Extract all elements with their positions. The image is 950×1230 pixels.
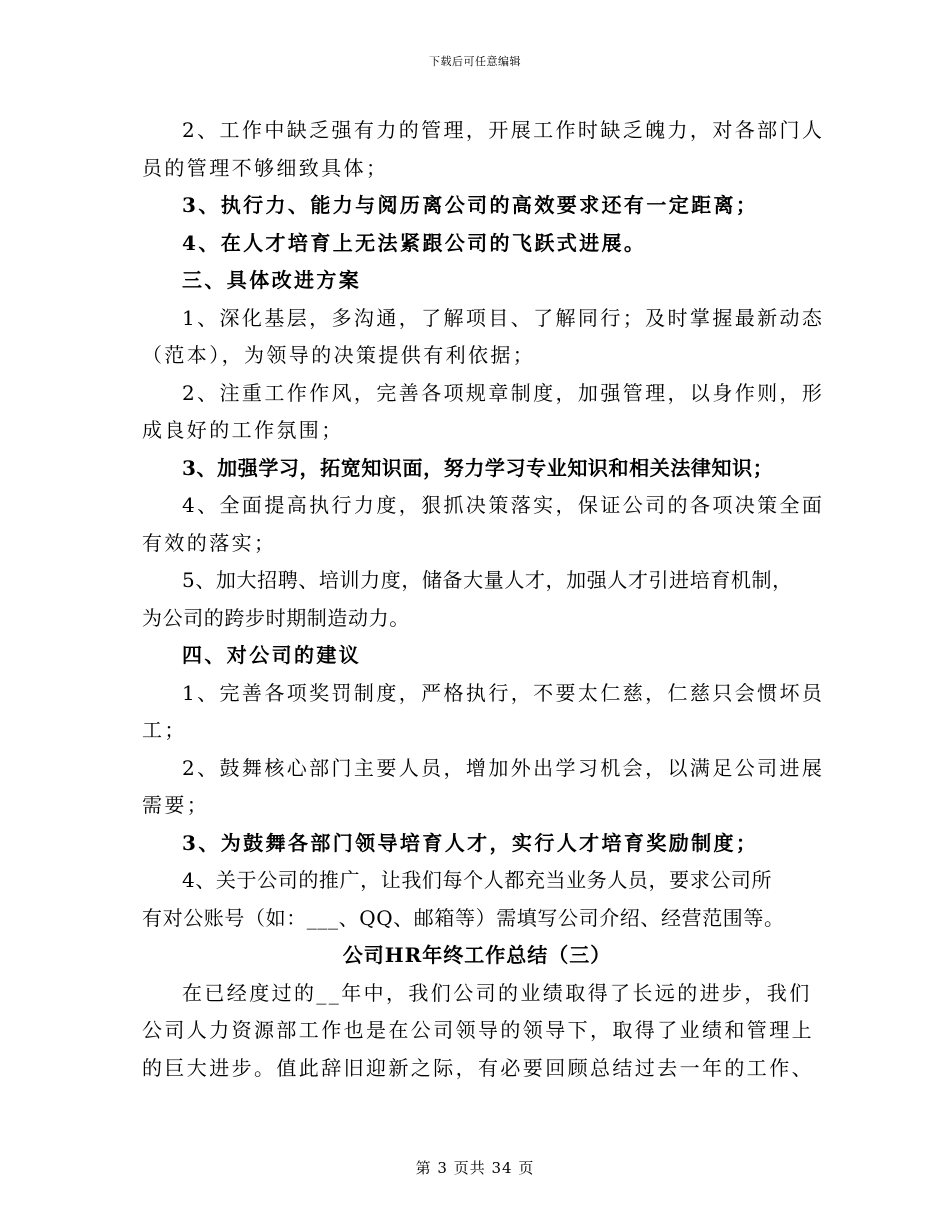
paragraph-summary-intro: 在已经度过的__年中，我们公司的业绩取得了长远的进步，我们 公司人力资源部工作也是在公司领导的领导下，取得了业绩和管理上 的巨大进步。值此辞旧迎新之际，有必要回顾总结过去一年的工作、 (142, 980, 814, 1080)
paragraph-weakness-2: 2、工作中缺乏强有力的管理，开展工作时缺乏魄力，对各部门人 员的管理不够细致具体； (142, 118, 825, 180)
document-section-title: 公司HR年终工作总结（三） (342, 943, 612, 967)
paragraph-plan-1: 1、深化基层，多沟通，了解项目、了解同行；及时掌握最新动态 （范本），为领导的决策提供有利依据； (142, 305, 825, 367)
document-body (142, 112, 825, 1087)
paragraph-suggestion-2: 2、鼓舞核心部门主要人员，增加外出学习机会，以满足公司进展 需要； (142, 755, 825, 817)
paragraph-plan-2: 2、注重工作作风，完善各项规章制度，加强管理，以身作则，形 成良好的工作氛围； (142, 380, 825, 442)
paragraph-suggestion-1: 1、完善各项奖罚制度，严格执行，不要太仁慈，仁慈只会惯坏员 工； (142, 680, 825, 742)
section-heading-suggestions: 四、对公司的建议 (182, 643, 362, 667)
section-heading-improvement-plan: 三、具体改进方案 (182, 268, 362, 292)
paragraph-plan-3: 3、加强学习，拓宽知识面，努力学习专业知识和相关法律知识； (182, 455, 774, 480)
page-header: 下载后可任意编辑 (429, 55, 521, 68)
page-number-footer: 第 3 页共 34 页 (415, 1159, 535, 1177)
paragraph-weakness-4: 4、在人才培育上无法紧跟公司的飞跃式进展。 (182, 230, 647, 255)
paragraph-suggestion-4: 4、关于公司的推广，让我们每个人都充当业务人员，要求公司所 有对公账号（如：___、QQ、邮箱等）需填写公司介绍、经营范围等。 (142, 868, 785, 930)
paragraph-suggestion-3: 3、为鼓舞各部门领导培育人才，实行人才培育奖励制度； (182, 830, 759, 855)
paragraph-plan-5: 5、加大招聘、培训力度，储备大量人才，加强人才引进培育机制， 为公司的跨步时期制造动力。 (142, 568, 793, 630)
paragraph-weakness-3: 3、执行力、能力与阅历离公司的高效要求还有一定距离； (182, 193, 759, 217)
paragraph-plan-4: 4、全面提高执行力度，狠抓决策落实，保证公司的各项决策全面 有效的落实； (142, 493, 825, 555)
